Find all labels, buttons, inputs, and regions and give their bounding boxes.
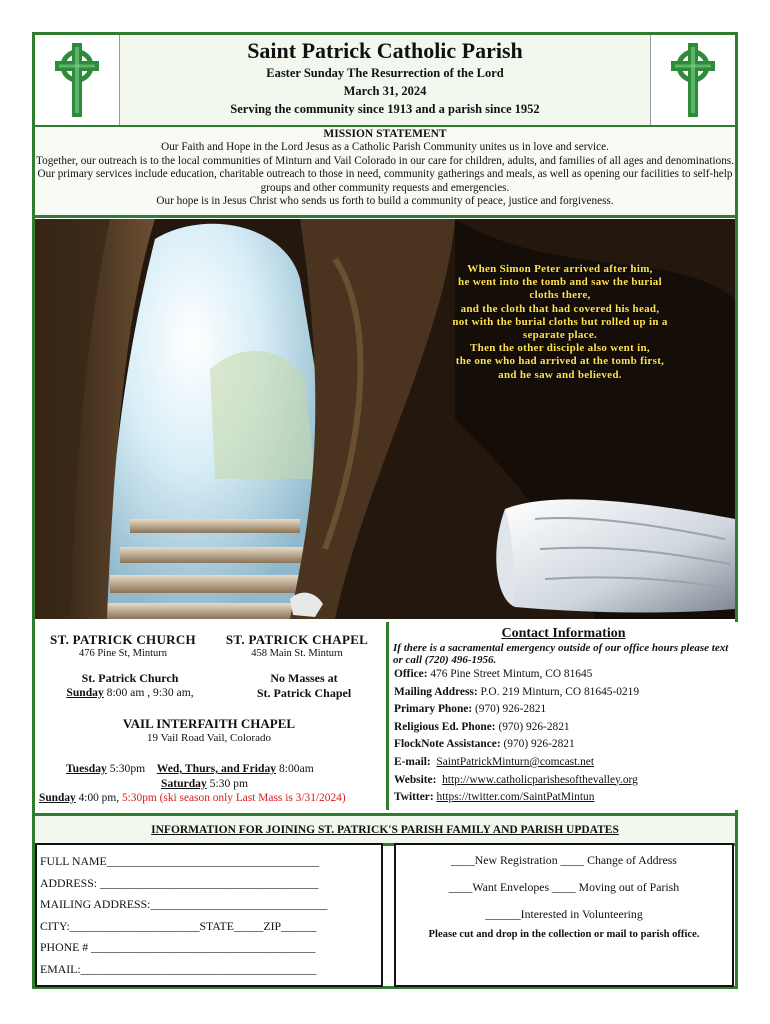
chapel-note-line-2: St. Patrick Chapel: [256, 686, 352, 700]
quote-line: he went into the tomb and saw the burial: [458, 276, 662, 289]
mailing-value: P.O. 219 Minturn, CO 81645-0219: [477, 685, 640, 698]
mission-statement: [35, 127, 735, 218]
st-patrick-church-info: [35, 632, 211, 659]
sunday-times: 8:00 am , 9:30 am,: [103, 686, 194, 699]
twitter-row: [389, 789, 738, 807]
chapel-note: [225, 671, 383, 701]
form-heading-band: INFORMATION FOR JOINING ST. PATRICK'S PARISH FAMILY AND PARISH UPDATES: [35, 813, 735, 846]
quote-line: and he saw and believed.: [498, 368, 622, 381]
email-row: [389, 754, 738, 772]
office-row: [389, 666, 738, 684]
religious-ed-value: (970) 926-2821: [495, 720, 570, 733]
vail-chapel-address: 19 Vail Road Vail, Colorado: [147, 732, 271, 744]
quote-line: When Simon Peter arrived after him,: [467, 263, 653, 275]
saturday-schedule: [161, 777, 248, 790]
twitter-label: Twitter:: [394, 791, 434, 804]
chapel-address: 458 Main St. Minturn: [251, 648, 343, 659]
header: [35, 35, 735, 127]
celtic-cross-icon: [668, 41, 718, 119]
option-envelopes-moving[interactable]: ____Want Envelopes ____ Moving out of Parish: [448, 879, 680, 894]
phone-label: Primary Phone:: [394, 703, 473, 716]
phone-value: (970) 926-2821: [472, 703, 547, 716]
website-label: Website:: [394, 773, 437, 786]
drop-off-note: Please cut and drop in the collection or mail to parish office.: [428, 929, 700, 941]
option-volunteering[interactable]: ______Interested in Volunteering: [485, 906, 643, 921]
flocknote-value: (970) 926-2821: [500, 738, 575, 751]
header-line-3: Serving the community since 1913 and a parish since 1952: [230, 102, 540, 116]
vail-chapel-name: VAIL INTERFAITH CHAPEL: [122, 716, 296, 731]
quote-line: cloths there,: [529, 289, 591, 302]
parish-title: Saint Patrick Catholic Parish: [247, 38, 523, 63]
chapel-name: ST. PATRICK CHAPEL: [225, 632, 369, 647]
mass-schedule: [35, 622, 383, 810]
quote-line: Then the other disciple also went in,: [470, 342, 650, 355]
flocknote-label: FlockNote Assistance:: [394, 738, 501, 751]
church-sunday-schedule: [35, 671, 225, 699]
quote-line: separate place.: [522, 329, 598, 342]
celtic-cross-icon: [52, 41, 102, 119]
quote-line: the one who had arrived at the tomb first,: [455, 355, 665, 368]
full-name-field[interactable]: FULL NAME____________________________________: [40, 854, 320, 868]
chapel-note-line-1: No Masses at: [270, 671, 338, 685]
tuesday-label: Tuesday: [66, 762, 107, 775]
quote-line: and the cloth that had covered his head,: [460, 302, 660, 315]
sunday-label: Sunday: [66, 686, 104, 699]
weekday-schedule: [66, 762, 314, 775]
quote-line: not with the burial cloths but rolled up in a: [452, 315, 668, 328]
mission-heading: MISSION STATEMENT: [323, 128, 447, 140]
header-date: March 31, 2024: [343, 84, 427, 98]
sunday-vail-schedule: [39, 792, 346, 804]
wtf-label: Wed, Thurs, and Friday: [156, 762, 277, 775]
scripture-quote: [435, 263, 685, 382]
email-link[interactable]: SaintPatrickMinturn@comcast.net: [436, 755, 594, 768]
phone-field[interactable]: PHONE # ______________________________________: [40, 940, 316, 955]
sunday-vail-label: Sunday: [39, 792, 76, 804]
vail-interfaith-chapel: [35, 716, 383, 744]
twitter-link[interactable]: https://twitter.com/SaintPatMintun: [436, 791, 595, 804]
mailing-label: Mailing Address:: [394, 685, 478, 698]
ski-season-note: 5:30pm (ski season only Last Mass is 3/31/2024): [121, 792, 346, 804]
website-link[interactable]: http://www.catholicparishesofthevalley.org: [442, 773, 638, 786]
church-address: 476 Pine St, Minturn: [78, 648, 168, 659]
church-name: ST. PATRICK CHURCH: [50, 632, 196, 647]
religious-ed-row: [389, 719, 738, 737]
contact-information: [386, 622, 738, 810]
emergency-note: If there is a sacramental emergency outside of our office hours please text or call (720) 496-1956.: [393, 642, 729, 666]
email-field[interactable]: EMAIL:________________________________________: [40, 961, 317, 976]
saturday-time: 5:30 pm: [206, 777, 248, 790]
tuesday-time: 5:30pm: [106, 762, 146, 775]
right-cross-box: [650, 35, 735, 125]
church-sunday-times: [35, 686, 225, 699]
email-label: E-mail:: [394, 755, 431, 768]
sunday-vail-time: 4:00 pm,: [75, 792, 122, 804]
left-cross-box: [35, 35, 120, 125]
mission-p3: Our hope is in Jesus Christ who sends us forth to build a community of peace, justice and forgiveness.: [156, 195, 614, 208]
religious-ed-label: Religious Ed. Phone:: [394, 720, 496, 733]
city-state-zip-field[interactable]: CITY:______________________STATE_____ZIP______: [40, 918, 317, 933]
option-registration-address[interactable]: ____New Registration ____ Change of Address: [451, 853, 677, 867]
office-label: Office:: [394, 668, 428, 680]
website-row: [389, 772, 738, 790]
flocknote-row: [389, 736, 738, 754]
st-patrick-chapel-info: [211, 632, 383, 659]
wtf-time: 8:00am: [276, 762, 314, 775]
mailing-address-field[interactable]: MAILING ADDRESS:______________________________: [40, 897, 328, 912]
address-field[interactable]: ADDRESS: _____________________________________: [40, 875, 319, 890]
saturday-label: Saturday: [161, 777, 207, 790]
mailing-row: [389, 684, 738, 702]
registration-form-fields: [35, 843, 383, 987]
phone-row: [389, 701, 738, 719]
office-value: 476 Pine Street Mintum, CO 81645: [427, 668, 593, 680]
mission-p1: Our Faith and Hope in the Lord Jesus as a Catholic Parish Community unites us in love and service.: [161, 141, 609, 154]
mission-p2: Together, our outreach is to the local communities of Minturn and Vail Colorado in our care for children, adults, and families of all ages and denominations. Our primary services include education, charitable outreach to those in need, community gatherings and meals, as well as opening our facilities to self-help groups and other community requests and emergencies.: [36, 154, 734, 194]
contact-heading: Contact Information: [501, 626, 626, 641]
empty-tomb-image: [35, 219, 735, 619]
header-line-1: Easter Sunday The Resurrection of the Lord: [266, 66, 504, 80]
title-area: [120, 35, 650, 125]
church-schedule-title: St. Patrick Church: [81, 671, 179, 685]
registration-options: [394, 843, 734, 987]
